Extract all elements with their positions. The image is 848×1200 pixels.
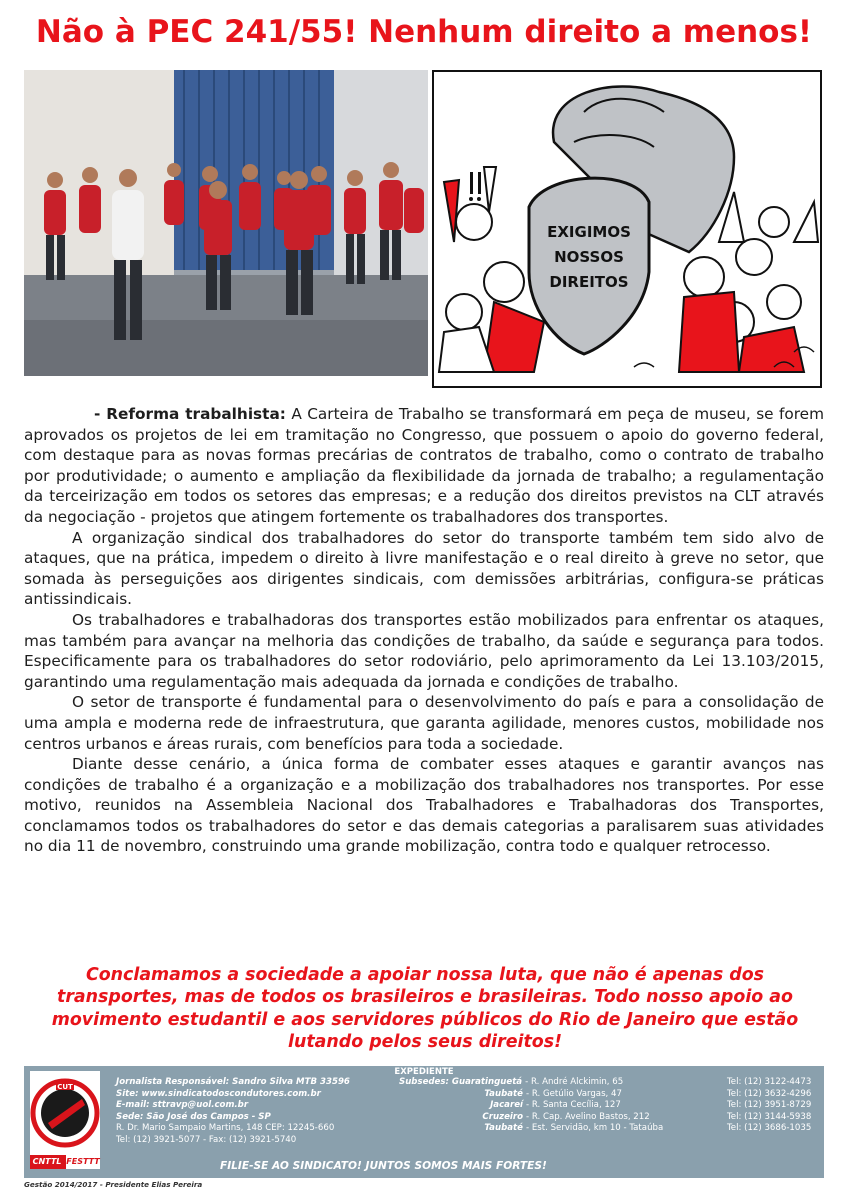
subsede-label: Cruzeiro	[482, 1111, 523, 1122]
footer-expediente	[24, 1066, 824, 1178]
union-logo-emblem	[30, 1071, 100, 1155]
footer-slogan: FILIE-SE AO SINDICATO! JUNTOS SOMOS MAIS FORTES!	[220, 1160, 547, 1172]
cartoon-shield-line3: DIREITOS	[549, 273, 629, 291]
footer-jornalista: Jornalista Responsável: Sandro Silva MTB 33596	[116, 1077, 350, 1087]
cnttl-logo: CNTTL	[30, 1155, 64, 1169]
subsede-label: Taubaté	[484, 1123, 523, 1133]
logo-cut-text: CUT	[57, 1083, 73, 1091]
subsede-label: Subsedes: Guaratinguetá	[399, 1077, 523, 1087]
callout-text: Conclamamos a sociedade a apoiar nossa luta, que não é apenas dos transportes, mas de todos os brasileiros e brasileiras. Todo nosso apoio ao movimento estudantil e aos servidores públicos do Rio de Janeiro que estão lutando pelos seus direitos!	[51, 965, 799, 1053]
footer-sede: Sede: São José dos Campos - SP	[116, 1111, 271, 1122]
subsede-address: - R. Cap. Avelino Bastos, 212	[526, 1111, 650, 1122]
subsede-tel: Tel: (12) 3951-8729	[727, 1100, 812, 1110]
subsede-row	[427, 1112, 663, 1124]
subsede-row	[427, 1123, 663, 1135]
subsede-address: - R. André Alckimin, 65	[525, 1077, 624, 1087]
cartoon-shield-line2: NOSSOS	[554, 248, 624, 266]
paragraph-mobilizados: Os trabalhadores e trabalhadoras dos transportes estão mobilizados para enfrentar os ataques, mas também para avançar na melhoria das condições de trabalho, da saúde e segurança para todos. Especificamente para os trabalhadores do setor rodoviário, pelo aprimoramento da Lei 13.103/2015, garantindo uma regulamentação mais adequada da jornada e condições de trabalho.	[24, 610, 824, 691]
subsede-row	[427, 1089, 663, 1101]
festtt-logo: FESTTT	[64, 1155, 100, 1169]
headline: Não à PEC 241/55! Nenhum direito a menos!	[35, 14, 813, 50]
subsede-tel: Tel: (12) 3632-4296	[727, 1088, 812, 1099]
footer-tel-sede: Tel: (12) 3921-5077 - Fax: (12) 3921-5740	[116, 1134, 297, 1145]
footer-site[interactable]: Site: www.sindicatodoscondutores.com.br	[116, 1088, 321, 1099]
subsede-address: - R. Santa Cecília, 127	[526, 1100, 621, 1110]
footer-email[interactable]: E-mail: sttravp@uol.com.br	[116, 1100, 249, 1110]
subsede-tel: Tel: (12) 3144-5938	[727, 1111, 812, 1122]
footer-contacts	[116, 1077, 350, 1146]
workers-photo-illustration	[24, 70, 428, 376]
paragraph-reforma	[24, 404, 824, 528]
cartoon-shield-line1: EXIGIMOS	[547, 223, 631, 241]
paragraph-cenario: Diante desse cenário, a única forma de combater esses ataques e garantir avanços nas condições de trabalho é a organização e a mobilização dos trabalhadores nos transportes. Por esse motivo, reunidos na Assembleia Nacional dos Trabalhadores e Trabalhadoras dos Transportes, conclamamos todos os trabalhadores do setor e das demais categorias a paralisarem suas atividades no dia 11 de novembro, construindo uma grande mobilização, contra todo e qualquer retrocesso.	[24, 755, 824, 856]
partner-logos	[30, 1155, 100, 1169]
subsede-label: Taubaté	[484, 1088, 523, 1099]
union-logo	[30, 1071, 100, 1169]
subsede-label: Jacareí	[490, 1100, 523, 1110]
workers-photo	[24, 70, 428, 376]
cartoon-illustration	[432, 70, 822, 388]
footer-gestao: Gestão 2014/2017 - Presidente Elias Pereira	[24, 1180, 203, 1189]
paragraph-organizacao: A organização sindical dos trabalhadores do setor do transporte também tem sido alvo de ataques, que na prática, impedem o direito à livre manifestação e o real direito à greve no setor, que somada às perseguições aos dirigentes sindicais, com demissões arbitrárias, configura-se práticas antissindicais.	[24, 528, 824, 609]
subsede-address: - Est. Servidão, km 10 - Tataúba	[526, 1123, 664, 1133]
paragraph-lead: - Reforma trabalhista:	[94, 405, 286, 423]
paragraph-setor: O setor de transporte é fundamental para o desenvolvimento do país e para a consolidação de uma ampla e moderna rede de infraestrutura, que garanta agilidade, menores custos, mobilidade nos centros urbanos e áreas rurais, com benefícios para toda a sociedade.	[24, 693, 824, 753]
subsede-row	[399, 1077, 663, 1089]
cartoon-drawing	[434, 72, 820, 386]
footer-subsedes	[399, 1077, 664, 1135]
subsede-address: - R. Getúlio Vargas, 47	[526, 1088, 622, 1099]
subsede-tel: Tel: (12) 3122-4473	[727, 1077, 812, 1087]
expediente-title: EXPEDIENTE	[394, 1067, 454, 1077]
footer-subsede-phones	[727, 1077, 811, 1135]
footer-endereco: R. Dr. Mario Sampaio Martins, 148 CEP: 12245-660	[116, 1123, 335, 1133]
article-body	[24, 404, 824, 857]
subsede-row	[427, 1100, 663, 1112]
subsede-tel: Tel: (12) 3686-1035	[727, 1123, 812, 1133]
paragraph-text: A Carteira de Trabalho se transformará em peça de museu, se forem aprovados os projetos de lei em tramitação no Congresso, que possuem o apoio do governo federal, com destaque para as novas formas precárias de contratos de trabalho, como o contrato de trabalho por produtividade; o aumento e ampliação da flexibilidade da jornada de trabalho; a regulamentação da terceirização em todos os setores das empresas; e a redução dos direitos previstos na CLT através da negociação - projetos que atingem fortemente os trabalhadores dos transportes.	[24, 405, 824, 526]
